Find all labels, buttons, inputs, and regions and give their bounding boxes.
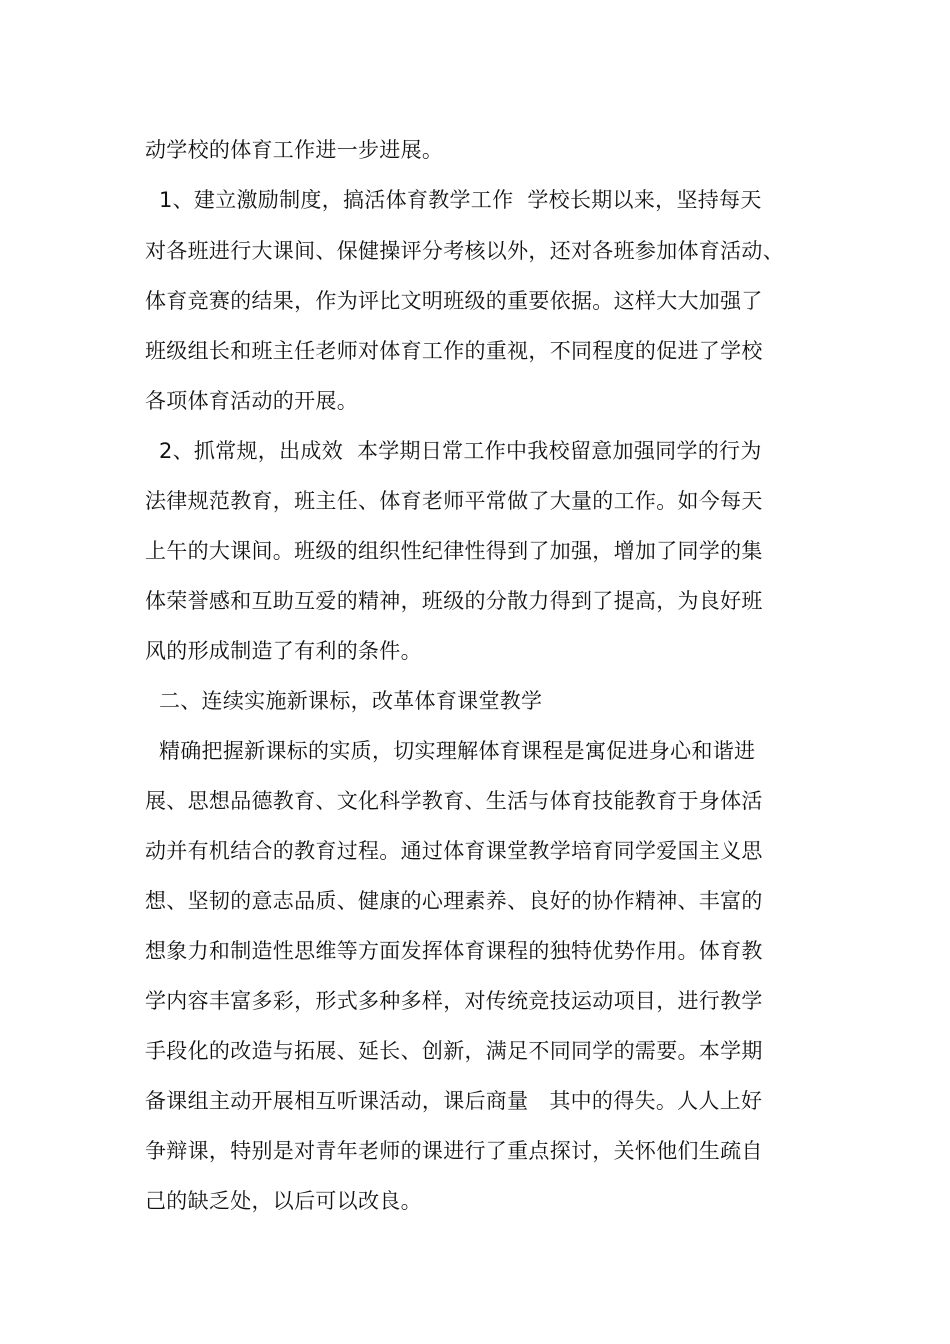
text-line-17: 想象力和制造性思维等方面发挥体育课程的独特优势作用。体育教 — [145, 939, 763, 963]
text-line-13: 精确把握新课标的实质，切实理解体育课程是寓促进身心和谐进 — [145, 739, 756, 763]
text-line-14: 展、思想品德教育、文化科学教育、生活与体育技能教育于身体活 — [145, 789, 763, 813]
text-line-6: 各项体育活动的开展。 — [145, 389, 358, 413]
text-line-21: 争辩课，特别是对青年老师的课进行了重点探讨，关怀他们生疏自 — [145, 1139, 763, 1163]
text-line-2: 1、建立激励制度，搞活体育教学工作 学校长期以来，坚持每天 — [145, 188, 762, 212]
text-line-20: 备课组主动开展相互听课活动，课后商量 其中的得失。人人上好 — [145, 1089, 763, 1113]
text-line-16: 想、坚韧的意志品质、健康的心理素养、良好的协作精神、丰富的 — [145, 889, 763, 913]
text-line-1: 动学校的体育工作进一步进展。 — [145, 138, 444, 162]
text-line-5: 班级组长和班主任老师对体育工作的重视，不同程度的促进了学校 — [145, 339, 763, 363]
text-line-15: 动并有机结合的教育过程。通过体育课堂教学培育同学爱国主义思 — [145, 839, 763, 863]
text-line-22: 己的缺乏处，以后可以改良。 — [145, 1189, 422, 1213]
text-line-18: 学内容丰富多彩，形式多种多样，对传统竞技运动项目，进行教学 — [145, 989, 763, 1013]
text-line-9: 上午的大课间。班级的组织性纪律性得到了加强，增加了同学的集 — [145, 539, 763, 563]
section-heading: 二、连续实施新课标，改革体育课堂教学 — [145, 689, 543, 713]
text-line-3: 对各班进行大课间、保健操评分考核以外，还对各班参加体育活动、 — [145, 239, 784, 263]
text-line-8: 法律规范教育，班主任、体育老师平常做了大量的工作。如今每天 — [145, 489, 763, 513]
text-line-11: 风的形成制造了有利的条件。 — [145, 639, 422, 663]
text-line-7: 2、抓常规，出成效 本学期日常工作中我校留意加强同学的行为 — [145, 439, 762, 463]
text-line-10: 体荣誉感和互助互爱的精神，班级的分散力得到了提高，为良好班 — [145, 589, 763, 613]
text-line-4: 体育竞赛的结果，作为评比文明班级的重要依据。这样大大加强了 — [145, 289, 763, 313]
text-line-19: 手段化的改造与拓展、延长、创新，满足不同同学的需要。本学期 — [145, 1039, 763, 1063]
